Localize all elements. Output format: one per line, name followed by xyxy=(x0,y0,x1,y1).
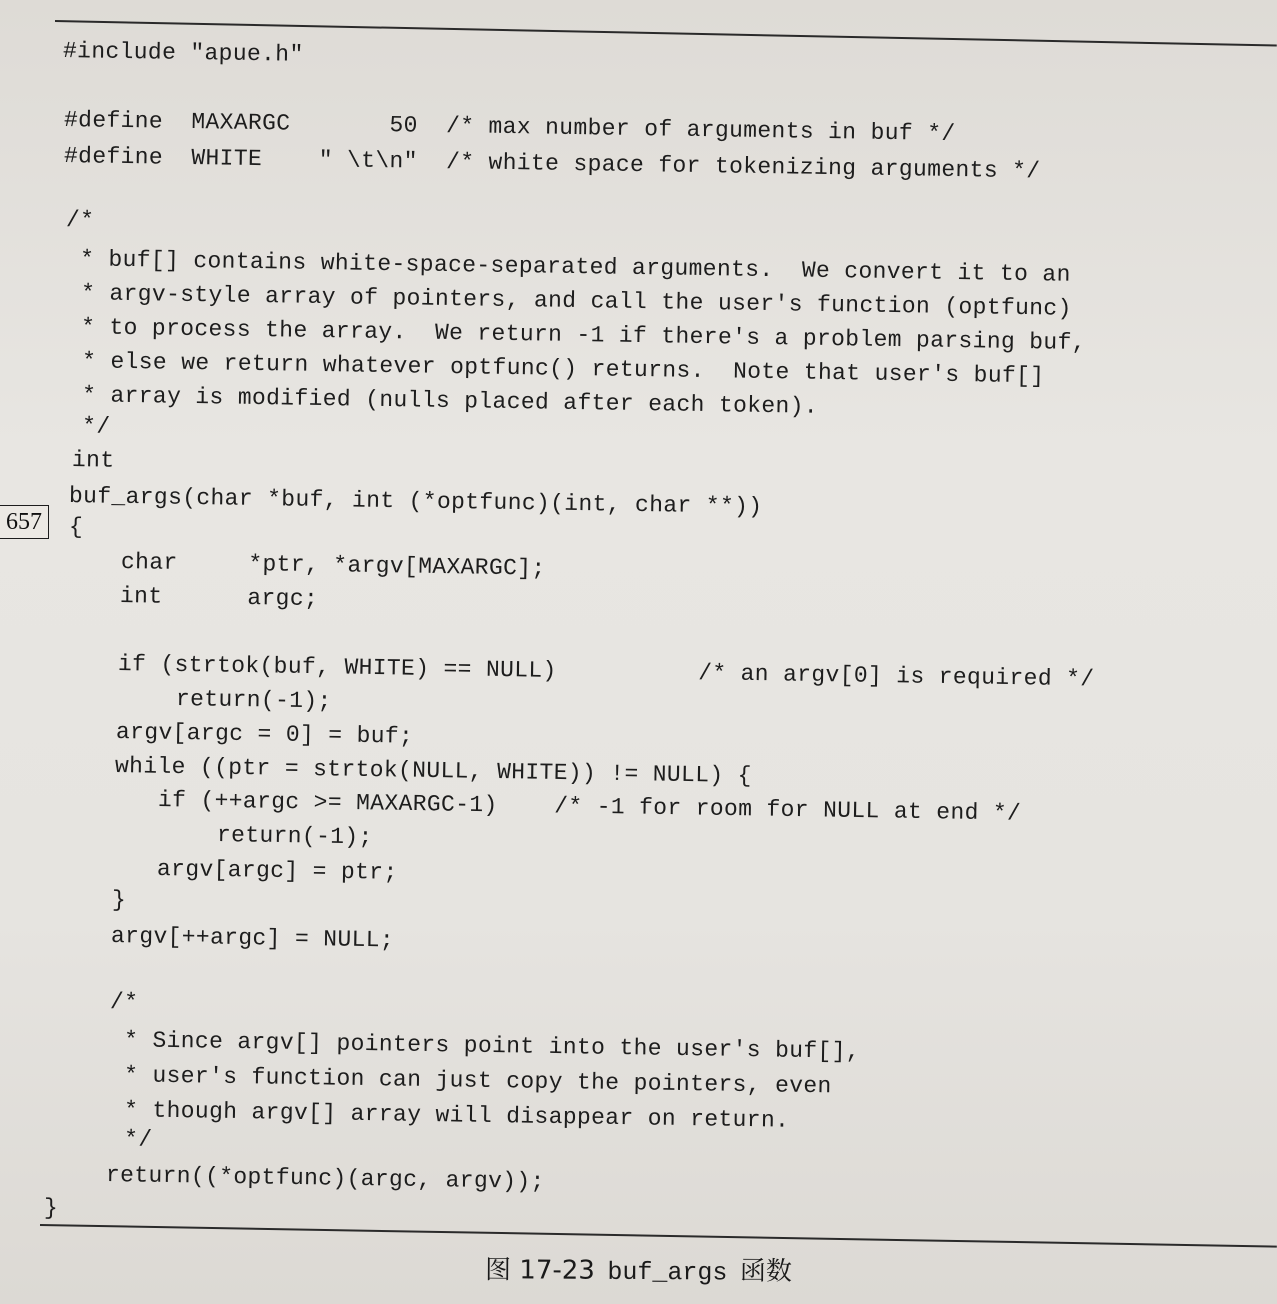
code-line: * though argv[] array will disappear on return. xyxy=(109,1097,790,1134)
code-line: int argc; xyxy=(119,583,319,613)
code-line: } xyxy=(111,887,127,914)
code-line: return(-1); xyxy=(175,686,332,715)
code-line: * user's function can just copy the pointers, even xyxy=(109,1062,832,1100)
code-line: while ((ptr = strtok(NULL, WHITE)) != NULL) { xyxy=(114,753,752,790)
code-line: * array is modified (nulls placed after each token). xyxy=(67,382,819,420)
code-line: */ xyxy=(109,1126,153,1153)
caption-suffix: 函数 xyxy=(739,1256,793,1287)
code-line: * to process the array. We return -1 if there's a problem parsing buf, xyxy=(66,314,1087,357)
code-line: */ xyxy=(67,413,111,440)
code-line: } xyxy=(43,1195,59,1222)
code-line: return((*optfunc)(argc, argv)); xyxy=(105,1162,545,1195)
code-line: char *ptr, *argv[MAXARGC]; xyxy=(120,549,546,582)
code-line: * argv-style array of pointers, and call the user's function (optfunc) xyxy=(66,280,1072,322)
code-line: /* xyxy=(65,207,95,234)
code-line: * Since argv[] pointers point into the user's buf[], xyxy=(109,1027,861,1065)
caption-label: 图 17-23 xyxy=(484,1255,595,1286)
code-line: if (++argc >= MAXARGC-1) /* -1 for room for NULL at end */ xyxy=(157,787,1022,827)
code-line: return(-1); xyxy=(216,822,373,851)
code-line: { xyxy=(68,514,84,541)
code-line: /* xyxy=(109,989,139,1016)
margin-page-number: 657 xyxy=(0,505,49,539)
code-line: * buf[] contains white-space-separated arguments. We convert it to an xyxy=(65,246,1071,288)
code-line: argv[++argc] = NULL; xyxy=(110,923,395,954)
code-line: buf_args(char *buf, int (*optfunc)(int, char **)) xyxy=(68,483,763,520)
code-line: #include "apue.h" xyxy=(62,38,304,68)
figure-caption xyxy=(0,1247,1277,1291)
code-line: #define WHITE " \t\n" /* white space for tokenizing arguments */ xyxy=(63,143,1041,185)
code-line: * else we return whatever optfunc() returns. Note that user's buf[] xyxy=(67,348,1045,390)
code-line: #define MAXARGC 50 /* max number of arguments in buf */ xyxy=(63,107,956,148)
code-line: argv[argc = 0] = buf; xyxy=(115,719,414,750)
code-line: if (strtok(buf, WHITE) == NULL) /* an argv[0] is required */ xyxy=(117,651,1095,693)
code-line: int xyxy=(71,447,115,474)
code-line: argv[argc] = ptr; xyxy=(156,856,398,886)
caption-function-name: buf_args xyxy=(607,1257,728,1288)
